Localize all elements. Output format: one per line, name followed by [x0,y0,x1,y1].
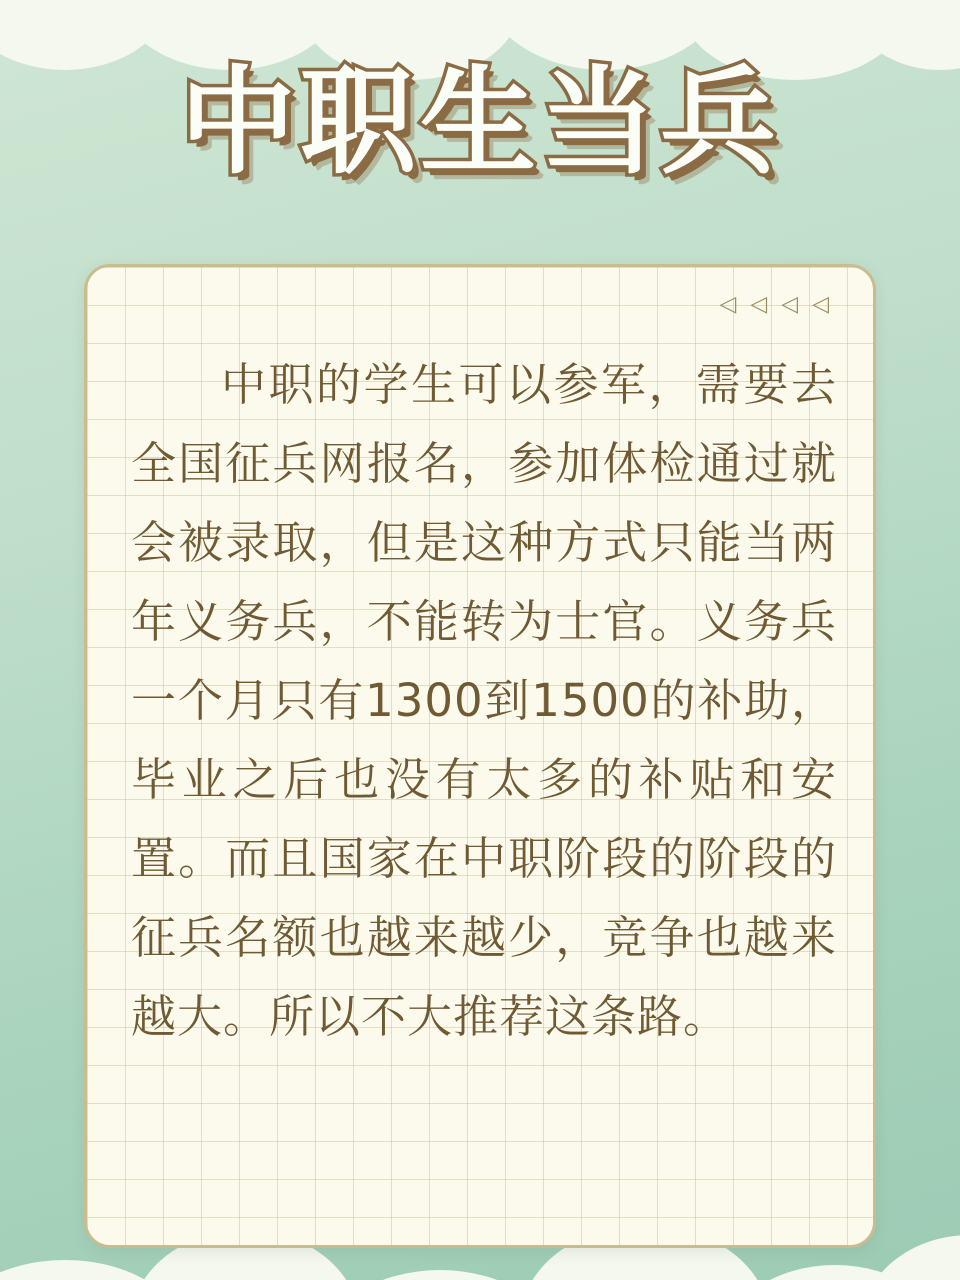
note-card [84,264,876,1248]
arrow-decoration-group [719,293,831,315]
left-triangle-icon: ◁ [812,291,831,316]
left-triangle-icon: ◁ [781,291,801,316]
cloud-shape [320,1270,560,1280]
left-triangle-icon: ◁ [719,291,739,316]
left-triangle-icon: ◁ [750,291,770,316]
note-body-text: 中职的学生可以参军，需要去全国征兵网报名，参加体检通过就会被录取，但是这种方式只能当两年义务兵，不能转为士官。义务兵一个月只有1300到1500的补助，毕业之后也没有太多的补贴和安置。而且国家在中职阶段的阶段的征兵名额也越来越少，竞争也越来越大。所以不大推荐这条路。 [131,358,837,1043]
page-title: 中职生当兵 [180,55,780,190]
poster-title-container [0,55,960,190]
